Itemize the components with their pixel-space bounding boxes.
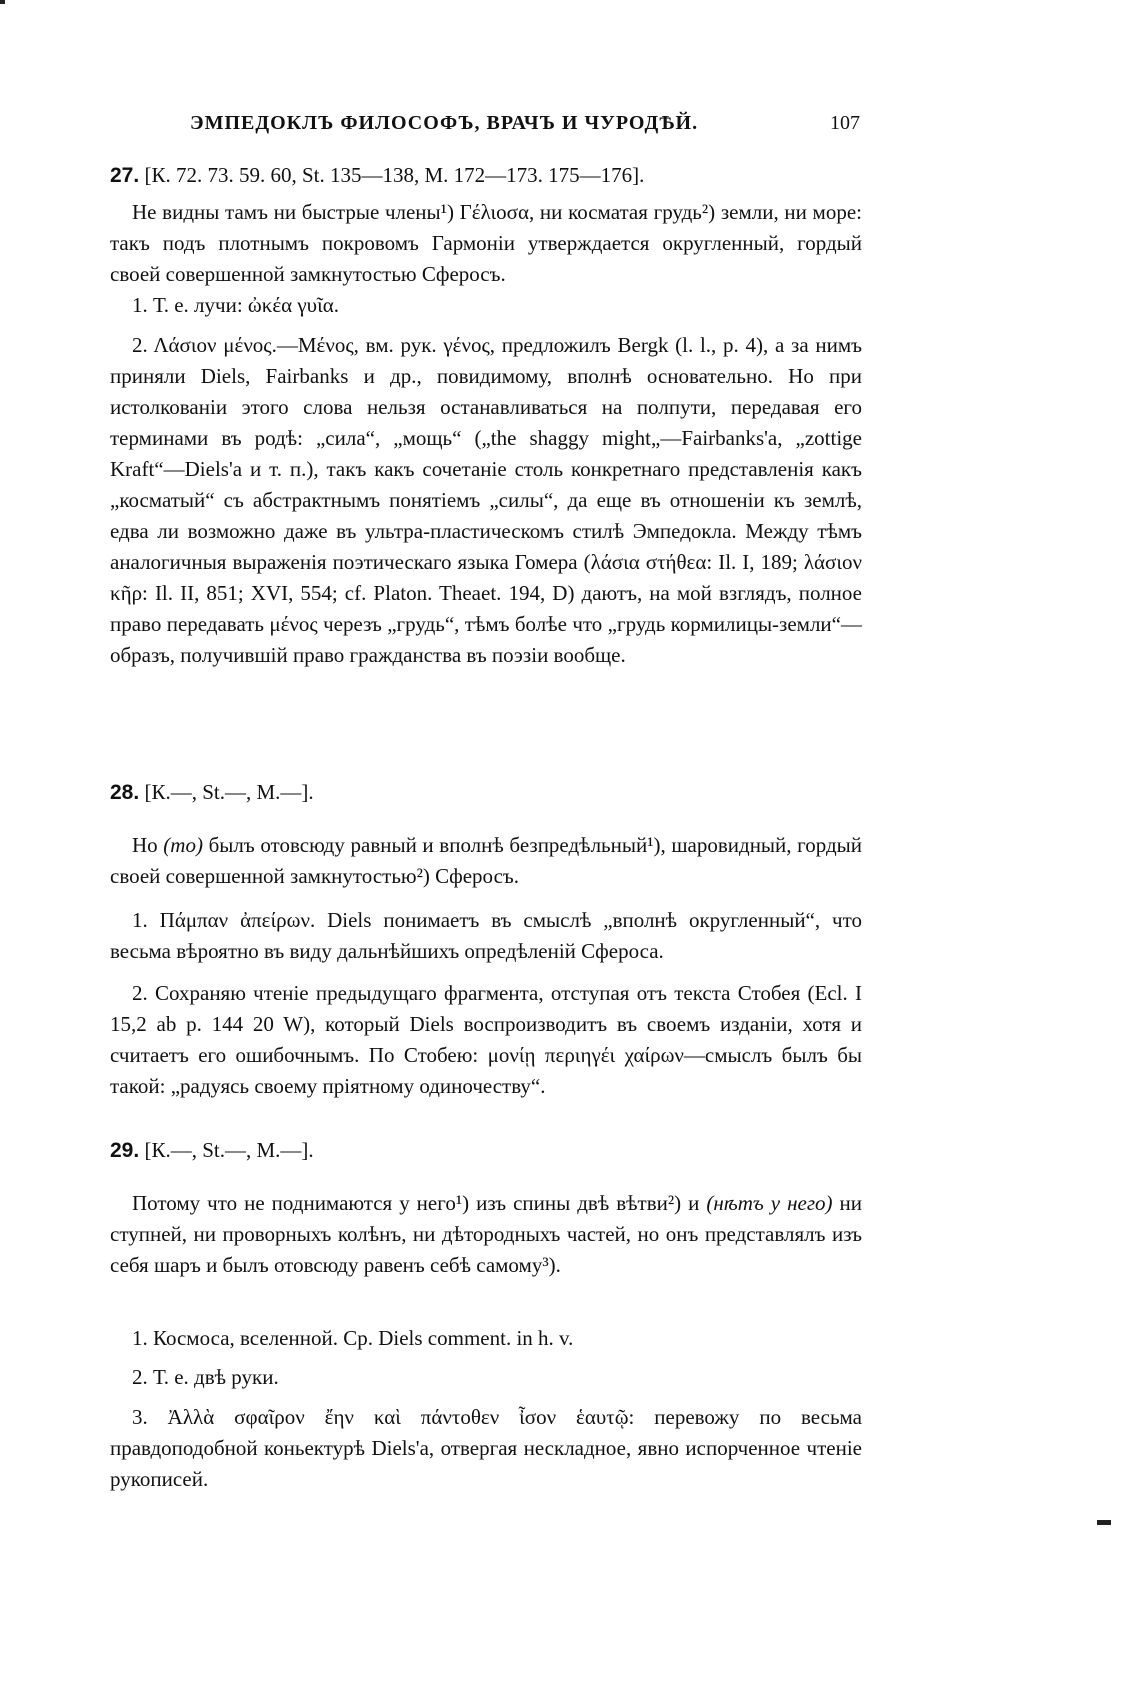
scan-speck — [1097, 1520, 1111, 1525]
text-part: ни ступней, ни проворныхъ колѣнъ, ни дѣтородныхъ частей, но онъ представлялъ изъ себя шаръ и былъ отовсюду равенъ себѣ самому³). — [110, 1191, 862, 1277]
fragment-number: 28. — [110, 781, 140, 804]
text-italic: (нѣтъ у него) — [706, 1191, 833, 1215]
fragment-28-heading — [110, 780, 862, 805]
fragment-27-note-2: 2. Λάσιον μένος.—Μένος, вм. рук. γένος, предложилъ Bergk (l. l., p. 4), а за нимъ приняли Diels, Fairbanks и др., повидимому, вполнѣ основательно. Но при истолкованіи этого слова нельзя останавливаться на полпути, передавая его терминами въ родѣ: „сила“, „мощь“ („the shaggy might„—Fairbanks'а, „zottige Kraft“—Diels'a и т. п.), такъ какъ сочетаніе столь конкретнаго представленія какъ „косматый“ съ абстрактнымъ понятіемъ „силы“, да еще въ отношеніи къ землѣ, едва ли возможно даже въ ультра-пластическомъ стилѣ Эмпедокла. Между тѣмъ аналогичныя выраженія поэтическаго языка Гомера (λάσια στήθεα: Il. I, 189; λάσιον κῆρ: Il. II, 851; XVI, 554; cf. Platon. Theaet. 194, D) даютъ, на мой взглядъ, полное право передавать μένος черезъ „грудь“, тѣмъ болѣе что „грудь кормилицы-земли“—образъ, получившій право гражданства въ поэзіи вообще. — [110, 333, 862, 667]
scan-speck — [0, 0, 5, 4]
fragment-27-text: Не видны тамъ ни быстрые члены¹) Гέλιοσα, ни косматая грудь²) земли, ни море: такъ подъ плотнымъ покровомъ Гармоніи утверждается округленный, гордый своей совершенной замкнутостью Сферосъ. — [110, 200, 862, 286]
text-italic: (то) — [163, 833, 203, 857]
text-part: былъ отовсюду равный и вполнѣ безпредѣльный¹), шаровидный, гордый своей совершенной замкнутостью²) Сферосъ. — [110, 833, 863, 888]
fragment-number: 27. — [110, 164, 140, 187]
fragment-29-heading — [110, 1138, 862, 1163]
text-part: Потому что не поднимаются у него¹) изъ спины двѣ вѣтви²) и — [132, 1191, 707, 1215]
fragment-refs: [К.—, St.—, М.—]. — [144, 780, 314, 804]
fragment-27-heading — [110, 163, 862, 188]
running-header — [190, 112, 860, 135]
fragment-refs: [К. 72. 73. 59. 60, St. 135—138, M. 172—173. 175—176]. — [144, 163, 645, 187]
page-number: 107 — [830, 112, 860, 134]
fragment-29-text — [110, 1188, 862, 1281]
fragment-28-text — [110, 830, 862, 892]
fragment-29-note-3: 3. Ἀλλὰ σφαῖρον ἔην καὶ πάντοθεν ἶσον ἑαυτῷ: перевожу по весьма правдоподобной коньектурѣ Diels'а, отвергая нескладное, явно испорченное чтеніе рукописей. — [110, 1405, 862, 1491]
fragment-number: 29. — [110, 1139, 140, 1162]
fragment-28-note-2: 2. Сохраняю чтеніе предыдущаго фрагмента, отступая отъ текста Стобея (Ecl. I 15,2 ab p. 144 20 W), который Diels воспроизводитъ въ своемъ изданіи, хотя и считаетъ его ошибочнымъ. По Стобею: μονίῃ περιηγέι χαίρων—смыслъ былъ бы такой: „радуясь своему пріятному одиночеству“. — [110, 981, 862, 1098]
fragment-refs: [К.—, St.—, М.—]. — [144, 1138, 314, 1162]
fragment-29-note-2: 2. Т. е. двѣ руки. — [132, 1365, 279, 1389]
fragment-27-note-1: 1. Т. е. лучи: ὠκέα γυῖα. — [132, 293, 339, 317]
text-part: Но — [132, 833, 164, 857]
running-title: ЭМПЕДОКЛЪ ФИЛОСОФЪ, ВРАЧЪ И ЧУРОДѢЙ. — [190, 112, 699, 134]
fragment-28-note-1: 1. Πάμπαν ἀπείρων. Diels понимаетъ въ смыслѣ „вполнѣ округленный“, что весьма вѣроятно въ виду дальнѣйшихъ опредѣленій Сфероса. — [110, 908, 862, 963]
fragment-29-note-1: 1. Космоса, вселенной. Ср. Diels comment. in h. v. — [132, 1326, 574, 1350]
